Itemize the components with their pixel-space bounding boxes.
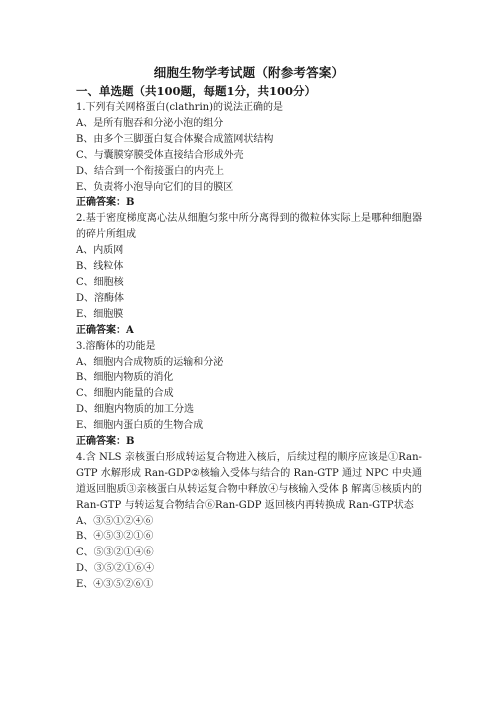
option-a: A、细胞内合成物质的运输和分泌 xyxy=(76,356,224,368)
option-d: D、溶酶体 xyxy=(76,292,125,304)
question-block xyxy=(76,450,422,593)
section-heading: 一、单选题（共100题，每题1分，共100分） xyxy=(76,84,317,98)
option-e: E、④③⑤②⑥① xyxy=(76,579,154,591)
document-title: 细胞生物学考试题（附参考答案） xyxy=(153,65,345,80)
correct-answer: 正确答案：A xyxy=(76,324,134,336)
option-b: B、④⑤③②①⑥ xyxy=(76,531,154,543)
option-e: E、细胞膜 xyxy=(76,308,124,320)
question-block xyxy=(76,339,422,450)
option-c: C、细胞核 xyxy=(76,276,124,288)
question-stem: 2.基于密度梯度离心法从细胞匀浆中所分离得到的微粒体实际上是哪种细胞器的碎片所组成 xyxy=(76,213,422,241)
correct-answer: 正确答案：B xyxy=(76,436,135,448)
option-b: B、线粒体 xyxy=(76,261,124,273)
question-stem: 4.含 NLS 亲核蛋白形成转运复合物进入核后，后续过程的顺序应该是①Ran-GTP 水解形成 Ran-GDP②核输入受体与结合的 Ran-GTP 通过 NPC 中央通道返回胞质③亲核蛋白从转运复合物中释放④与核输入受体 β 解离⑤核质内的 Ran-GTP 与转运复合物结合⑥Ran-GDP 返回核内再转换成 Ran-GTP状态 xyxy=(76,451,423,511)
option-c: C、与囊膜穿膜受体直接结合形成外壳 xyxy=(76,149,244,161)
question-block xyxy=(76,211,422,338)
question-stem: 1.下列有关网格蛋白(clathrin)的说法正确的是 xyxy=(76,102,283,113)
option-a: A、内质网 xyxy=(76,245,124,257)
option-b: B、细胞内物质的消化 xyxy=(76,372,174,384)
exam-page xyxy=(76,64,422,593)
question-block xyxy=(76,100,422,211)
option-a: A、③⑤①②④⑥ xyxy=(76,515,154,527)
option-c: C、细胞内能量的合成 xyxy=(76,388,174,400)
option-b: B、由多个三脚蛋白复合体聚合成篮网状结构 xyxy=(76,133,274,145)
correct-answer: 正确答案：B xyxy=(76,197,135,209)
option-d: D、结合到一个衔接蛋白的内壳上 xyxy=(76,165,225,177)
option-e: E、细胞内蛋白质的生物合成 xyxy=(76,420,204,432)
option-c: C、⑤③②①④⑥ xyxy=(76,547,154,559)
question-stem: 3.溶酶体的功能是 xyxy=(76,340,156,352)
option-e: E、负责将小泡导向它们的目的膜区 xyxy=(76,181,234,193)
option-a: A、是所有胞吞和分泌小泡的组分 xyxy=(76,117,224,129)
option-d: D、细胞内物质的加工分选 xyxy=(76,404,195,416)
option-d: D、③⑤②①⑥④ xyxy=(76,563,155,575)
